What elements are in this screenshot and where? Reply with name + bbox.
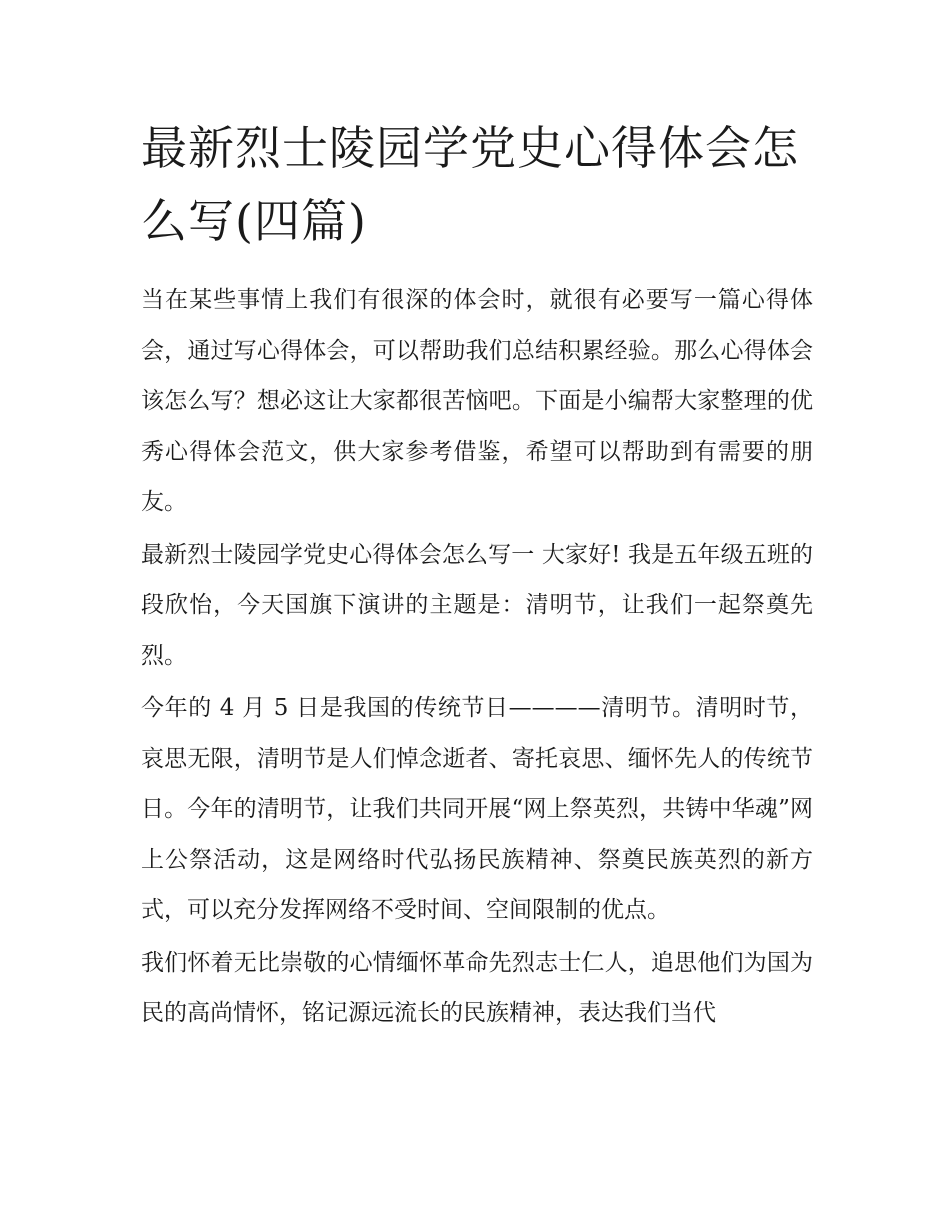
paragraph-intro: 当在某些事情上我们有很深的体会时，就很有必要写一篇心得体会，通过写心得体会，可以帮助我们总结积累经验。那么心得体会该怎么写？想必这让大家都很苦恼吧。下面是小编帮大家整理的优秀心得体会范文，供大家参考借鉴，希望可以帮助到有需要的朋友。 bbox=[141, 287, 813, 515]
paragraph-qingming: 今年的 4 月 5 日是我国的传统节日————清明节。清明时节，哀思无限，清明节是人们悼念逝者、寄托哀思、缅怀先人的传统节日。今年的清明节，让我们共同开展“网上祭英烈，共铸中华魂”网上公祭活动，这是网络时代弘扬民族精神、祭奠民族英烈的新方式，可以充分发挥网络不受时间、空间限制的优点。 bbox=[141, 695, 813, 923]
document-page bbox=[141, 112, 813, 1041]
document-body bbox=[141, 275, 813, 1039]
paragraph-speech-opening: 最新烈士陵园学党史心得体会怎么写一 大家好! 我是五年级五班的段欣怡，今天国旗下演讲的主题是：清明节，让我们一起祭奠先烈。 bbox=[141, 541, 813, 669]
paragraph-tribute: 我们怀着无比崇敬的心情缅怀革命先烈志士仁人，追思他们为国为民的高尚情怀，铭记源远流长的民族精神，表达我们当代 bbox=[141, 949, 813, 1026]
document-title: 最新烈士陵园学党史心得体会怎么写(四篇) bbox=[141, 121, 799, 248]
